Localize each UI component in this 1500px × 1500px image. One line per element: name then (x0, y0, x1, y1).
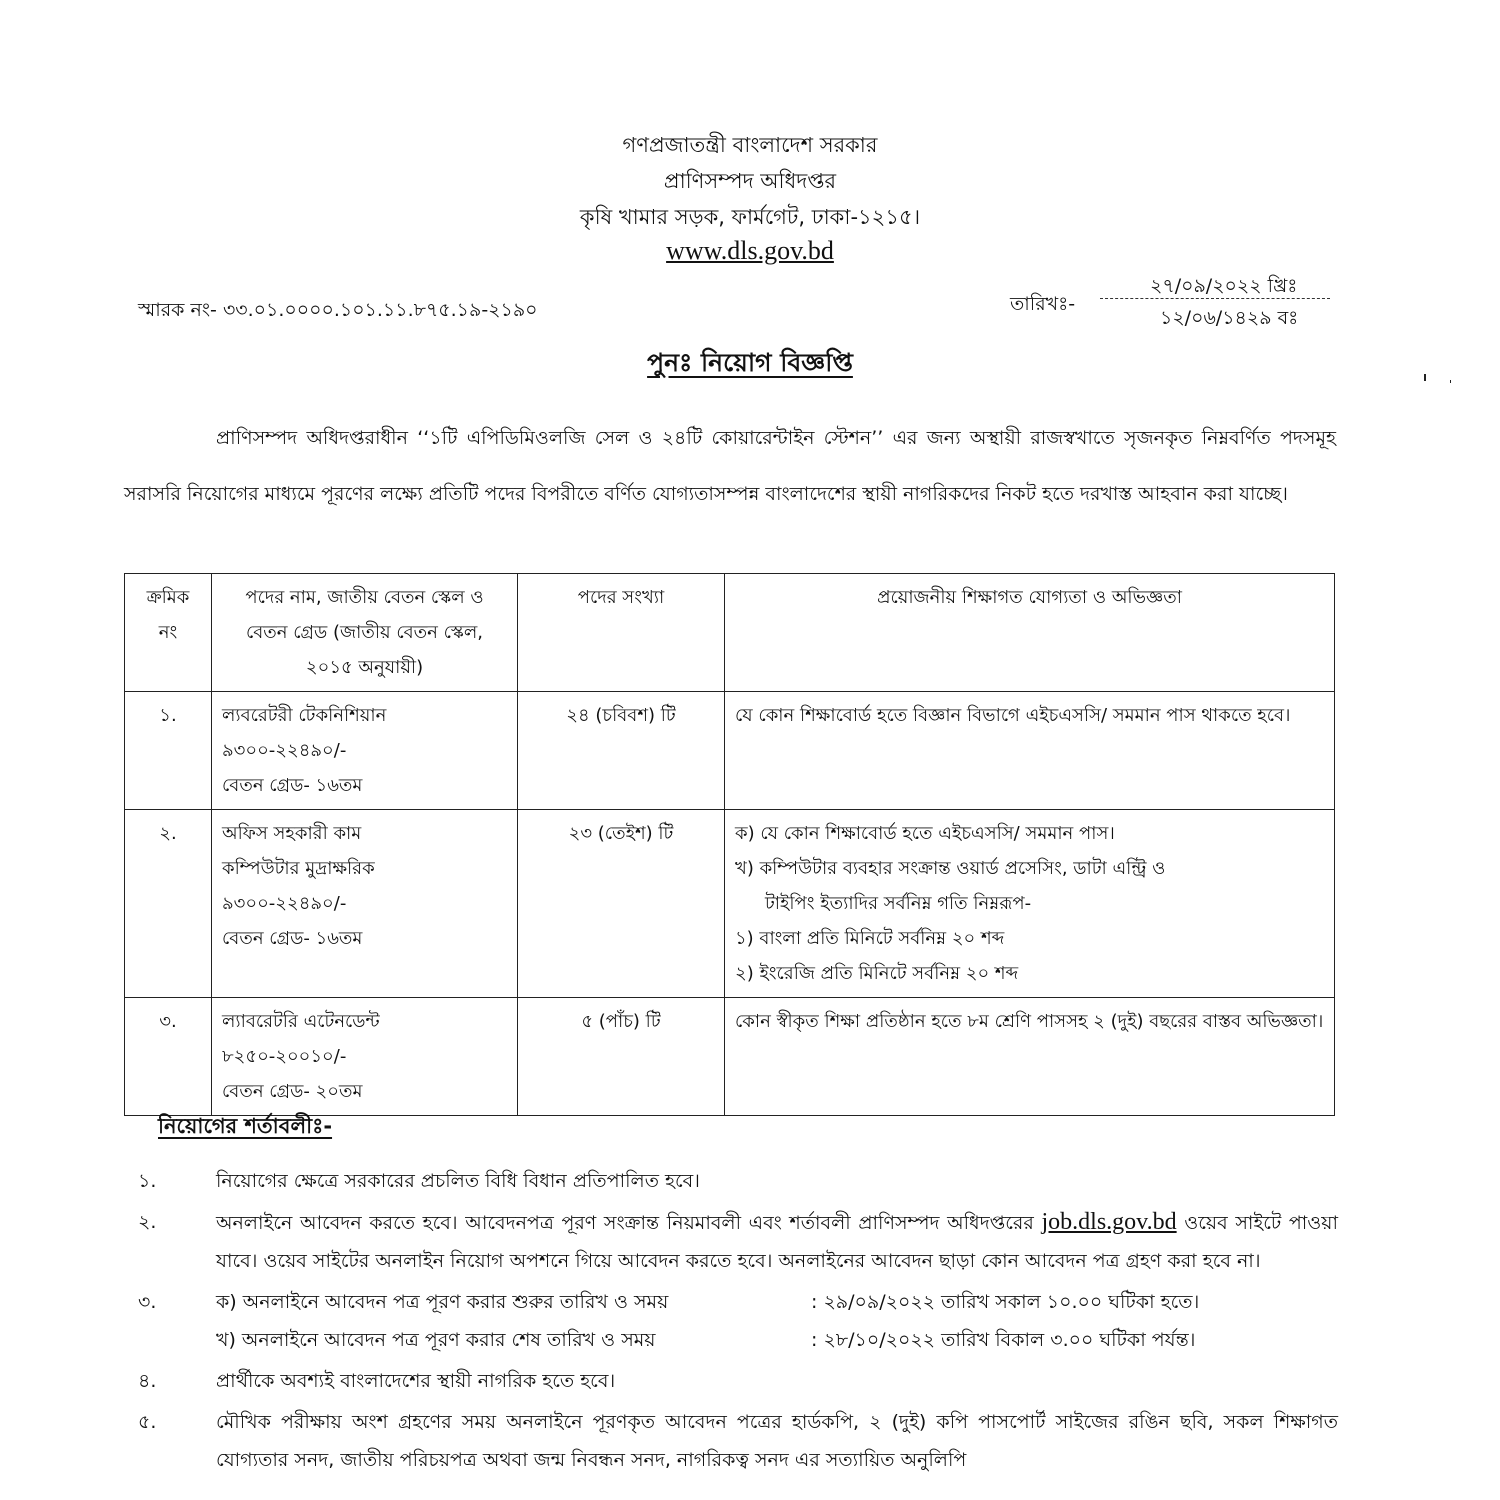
cell-count: ২৪ (চবিবশ) টি (518, 692, 725, 810)
cell-qualification (725, 810, 1335, 998)
start-date-row (216, 1283, 1338, 1321)
conditions-list (138, 1162, 1338, 1482)
condition-item (138, 1403, 1338, 1479)
condition-number: ২. (138, 1211, 157, 1233)
post-scale: ৮২৫০-২০০১০/- (222, 1046, 347, 1067)
condition-item (138, 1162, 1338, 1200)
memo-value: ৩৩.০১.০০০০.১০১.১১.৮৭৫.১৯-২১৯০ (222, 299, 538, 321)
date-bangla: ১২/০৬/১৪২৯ বঃ (1160, 307, 1299, 329)
cell-post (212, 692, 518, 810)
post-grade: বেতন গ্রেড- ১৬তম (222, 928, 363, 949)
condition-number: ৩. (138, 1291, 157, 1313)
job-portal-link[interactable]: job.dls.gov.bd (1041, 1209, 1177, 1235)
header-serial-l2: নং (158, 622, 178, 643)
scan-mark (1450, 380, 1451, 383)
end-date-row (216, 1321, 1338, 1359)
department-address: কৃষি খামার সড়ক, ফার্মগেট, ঢাকা-১২১৫। (579, 205, 921, 229)
header-serial-l1: ক্রমিক (146, 587, 190, 608)
condition-number: ১. (138, 1170, 157, 1192)
post-name: ল্যবরেটরী টেকনিশিয়ান (222, 705, 387, 726)
memo-label: স্মারক নং- (138, 299, 217, 321)
cell-serial: ৩. (125, 998, 212, 1116)
qual-b: খ) কম্পিউটার ব্যবহার সংক্রান্ত ওয়ার্ড প্রসেসিং, ডাটা এন্ট্রি ও (735, 858, 1166, 879)
condition-text: মৌখিক পরীক্ষায় অংশ গ্রহণের সময় অনলাইনে পূরণকৃত আবেদন পত্রের হার্ডকপি, ২ (দুই) কপি পাসপোর্ট সাইজের রঙিন ছবি, সকল শিক্ষাগত যোগ্যতার সনদ, জাতীয় পরিচয়পত্র অথবা জন্ম নিবন্ধন সনদ, নাগরিকত্ব সনদ এর সত্যায়িত অনুলিপি (216, 1411, 1338, 1471)
cell-count: ৫ (পাঁচ) টি (518, 998, 725, 1116)
date-divider (1100, 298, 1330, 299)
start-date-label: ক) অনলাইনে আবেদন পত্র পূরণ করার শুরুর তারিখ ও সময় (216, 1291, 669, 1313)
qual-a: ক) যে কোন শিক্ষাবোর্ড হতে এইচএসসি/ সমমান পাস। (735, 823, 1115, 844)
condition-text-b: ওয়েব সাইটে পাওয়া যাবে। ওয়েব সাইটের অনলাইন নিয়োগ অপশনে গিয়ে আবেদন করতে হবে। অনলাইনের আবেদন ছাড়া কোন আবেদন পত্র গ্রহণ করা হবে না। (216, 1212, 1338, 1272)
post-scale: ৯৩০০-২২৪৯০/- (222, 740, 347, 761)
cell-serial: ২. (125, 810, 212, 998)
condition-item (138, 1283, 1338, 1359)
header-count: পদের সংখ্যা (518, 574, 725, 692)
govt-name: গণপ্রজাতন্ত্রী বাংলাদেশ সরকার (622, 133, 878, 157)
post-name-l2: কম্পিউটার মুদ্রাক্ষরিক (222, 858, 375, 879)
table-header-row (125, 574, 1335, 692)
notice-title-text: পুনঃ নিয়োগ বিজ্ঞপ্তি (647, 348, 853, 377)
scan-mark (1424, 374, 1426, 381)
post-name: ল্যাবরেটরি এটেনডেন্ট (222, 1011, 380, 1032)
intro-text: প্রাণিসম্পদ অধিদপ্তরাধীন ‘‘১টি এপিডিমিওলজি সেল ও ২৪টি কোয়ারেন্টাইন স্টেশন’’ এর জন্য অস্থায়ী রাজস্বখাতে সৃজনকৃত নিম্নবর্ণিত পদসমূহ সরাসরি নিয়োগের মাধ্যমে পূরণের লক্ষ্যে প্রতিটি পদের বিপরীতে বর্ণিত যোগ্যতাসম্পন্ন বাংলাদেশের স্থায়ী নাগরিকদের নিকট হতে দরখাস্ত আহবান করা যাচ্ছে। (124, 427, 1336, 505)
table-row (125, 692, 1335, 810)
condition-item (138, 1362, 1338, 1400)
cell-post (212, 998, 518, 1116)
end-date-label: খ) অনলাইনে আবেদন পত্র পূরণ করার শেষ তারিখ ও সময় (216, 1329, 656, 1351)
department-name: প্রাণিসম্পদ অধিদপ্তর (663, 169, 837, 193)
qual-speed-english: ২) ইংরেজি প্রতি মিনিটে সর্বনিম্ন ২০ শব্দ (735, 963, 1019, 984)
conditions-heading: নিয়োগের শর্তাবলীঃ- (158, 1114, 333, 1138)
cell-qualification: যে কোন শিক্ষাবোর্ড হতে বিজ্ঞান বিভাগে এইচএসসি/ সমমান পাস থাকতে হবে। (725, 692, 1335, 810)
posts-table (124, 573, 1335, 1116)
condition-number: ৫. (138, 1411, 157, 1433)
post-grade: বেতন গ্রেড- ২০তম (222, 1081, 363, 1102)
header-post: পদের নাম, জাতীয় বেতন স্কেল ও বেতন গ্রেড (জাতীয় বেতন স্কেল, ২০১৫ অনুযায়ী) (212, 574, 518, 692)
memo-number (138, 296, 538, 328)
condition-number: ৪. (138, 1370, 157, 1392)
start-date-value: : ২৯/০৯/২০২২ তারিখ সকাল ১০.০০ ঘটিকা হতে। (811, 1291, 1200, 1313)
cell-count: ২৩ (তেইশ) টি (518, 810, 725, 998)
website-link[interactable]: www.dls.gov.bd (666, 236, 834, 265)
notice-title (0, 343, 1500, 386)
cell-serial: ১. (125, 692, 212, 810)
table-row (125, 998, 1335, 1116)
post-grade: বেতন গ্রেড- ১৬তম (222, 775, 363, 796)
condition-text: নিয়োগের ক্ষেত্রে সরকারের প্রচলিত বিধি বিধান প্রতিপালিত হবে। (216, 1170, 700, 1192)
condition-item (138, 1203, 1338, 1280)
date-gregorian: ২৭/০৯/২০২২ খ্রিঃ (1150, 275, 1298, 297)
header-serial (125, 574, 212, 692)
cell-post (212, 810, 518, 998)
condition-text-a: অনলাইনে আবেদন করতে হবে। আবেদনপত্র পূরণ সংক্রান্ত নিয়মাবলী এবং শর্তাবলী প্রাণিসম্পদ অধিদপ্তরের (216, 1212, 1034, 1234)
post-scale: ৯৩০০-২২৪৯০/- (222, 893, 347, 914)
qual-speed-bangla: ১) বাংলা প্রতি মিনিটে সর্বনিম্ন ২০ শব্দ (735, 928, 1005, 949)
post-name-l1: অফিস সহকারী কাম (222, 823, 362, 844)
date-label: তারিখঃ- (1010, 293, 1076, 315)
cell-qualification: কোন স্বীকৃত শিক্ষা প্রতিষ্ঠান হতে ৮ম শ্রেণি পাসসহ ২ (দুই) বছরের বাস্তব অভিজ্ঞতা। (725, 998, 1335, 1116)
intro-paragraph (124, 410, 1336, 522)
website-line (0, 236, 1500, 267)
header-qualification: প্রয়োজনীয় শিক্ষাগত যোগ্যতা ও অভিজ্ঞতা (725, 574, 1335, 692)
end-date-value: : ২৮/১০/২০২২ তারিখ বিকাল ৩.০০ ঘটিকা পর্যন্ত। (811, 1329, 1196, 1351)
table-row (125, 810, 1335, 998)
qual-b-cont: টাইপিং ইত্যাদির সর্বনিম্ন গতি নিম্নরূপ- (765, 893, 1032, 914)
condition-text: প্রার্থীকে অবশ্যই বাংলাদেশের স্থায়ী নাগরিক হতে হবে। (216, 1370, 616, 1392)
